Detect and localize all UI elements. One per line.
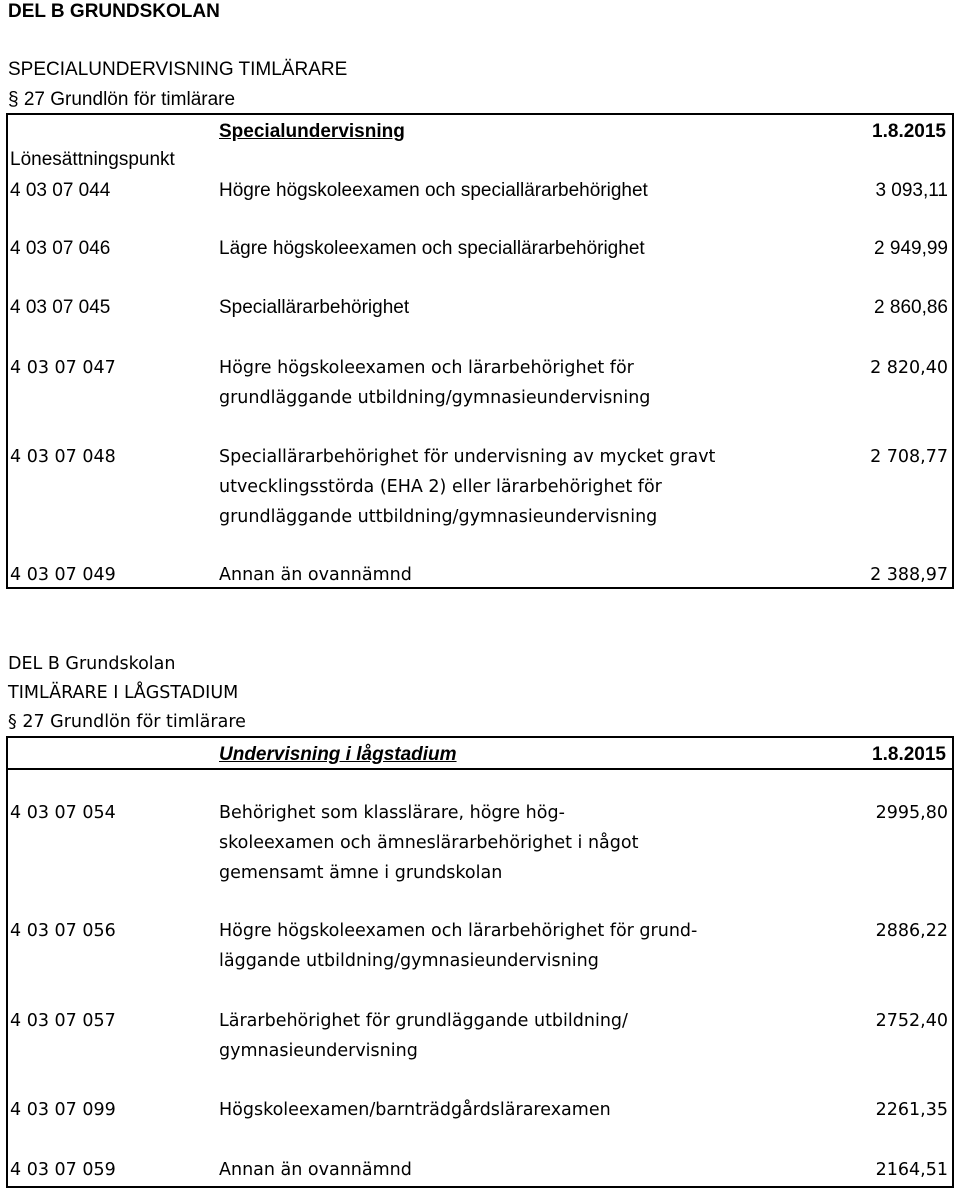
row-value: 2 820,40 <box>870 358 948 378</box>
salary-table-lower-stage-rows <box>8 736 952 1188</box>
row-description: Högskoleexamen/barnträdgårdslärarexamen <box>219 1100 611 1120</box>
table-label: Lönesättningspunkt <box>10 149 175 170</box>
row-description: Speciallärarbehörighet <box>219 297 410 318</box>
row-value: 2752,40 <box>875 1011 948 1031</box>
row-value: 2 949,99 <box>874 238 948 259</box>
row-value: 2261,35 <box>875 1100 948 1120</box>
section-heading: DEL B GRUNDSKOLAN <box>8 1 220 22</box>
row-code: 4 03 07 047 <box>10 358 116 378</box>
section-heading: DEL B Grundskolan <box>8 654 176 674</box>
row-description: Speciallärarbehörighet för undervisning av mycket gravt utvecklingsstörda (EHA 2) eller lärarbehörighet för grundläggande uttbildning/gymnasieundervisning <box>219 447 716 527</box>
row-code: 4 03 07 059 <box>10 1160 116 1180</box>
row-value: 2 860,86 <box>874 297 948 318</box>
row-value: 2164,51 <box>875 1160 948 1180</box>
row-description: Högre högskoleexamen och lärarbehörighet för grundläggande utbildning/gymnasieundervisning <box>219 358 651 408</box>
row-code: 4 03 07 057 <box>10 1011 116 1031</box>
row-code: 4 03 07 049 <box>10 565 116 585</box>
row-code: 4 03 07 054 <box>10 803 116 823</box>
row-description: Högre högskoleexamen och speciallärarbehörighet <box>219 180 648 201</box>
row-description: Högre högskoleexamen och lärarbehörighet för grund-läggande utbildning/gymnasieundervisning <box>219 921 698 971</box>
row-code: 4 03 07 099 <box>10 1100 116 1120</box>
row-value: 2 708,77 <box>870 447 948 467</box>
row-value: 2 388,97 <box>870 565 948 585</box>
section-subheading: SPECIALUNDERVISNING TIMLÄRARE <box>8 59 348 80</box>
row-code: 4 03 07 046 <box>10 238 111 259</box>
row-code: 4 03 07 044 <box>10 180 111 201</box>
row-code: 4 03 07 056 <box>10 921 116 941</box>
row-value: 2886,22 <box>875 921 948 941</box>
paragraph-reference: § 27 Grundlön för timlärare <box>8 712 246 732</box>
salary-table-special-continued <box>8 113 952 589</box>
row-description: Annan än ovannämnd <box>219 1160 412 1180</box>
row-value: 3 093,11 <box>875 180 948 201</box>
row-code: 4 03 07 048 <box>10 447 116 467</box>
section-subheading: TIMLÄRARE I LÅGSTADIUM <box>8 683 239 703</box>
table-date: 1.8.2015 <box>872 744 946 765</box>
row-description: Behörighet som klasslärare, högre hög-skoleexamen och ämneslärarbehörighet i något gemensamt ämne i grundskolan <box>219 803 639 883</box>
table-title: Undervisning i lågstadium <box>219 744 457 765</box>
table-date: 1.8.2015 <box>872 121 946 142</box>
row-code: 4 03 07 045 <box>10 297 111 318</box>
row-description: Lärarbehörighet för grundläggande utbildning/ gymnasieundervisning <box>219 1011 628 1061</box>
row-value: 2995,80 <box>875 803 948 823</box>
paragraph-reference: § 27 Grundlön för timlärare <box>8 89 236 110</box>
row-description: Lägre högskoleexamen och speciallärarbehörighet <box>219 238 645 259</box>
table-title: Specialundervisning <box>219 121 405 142</box>
row-description: Annan än ovannämnd <box>219 565 412 585</box>
